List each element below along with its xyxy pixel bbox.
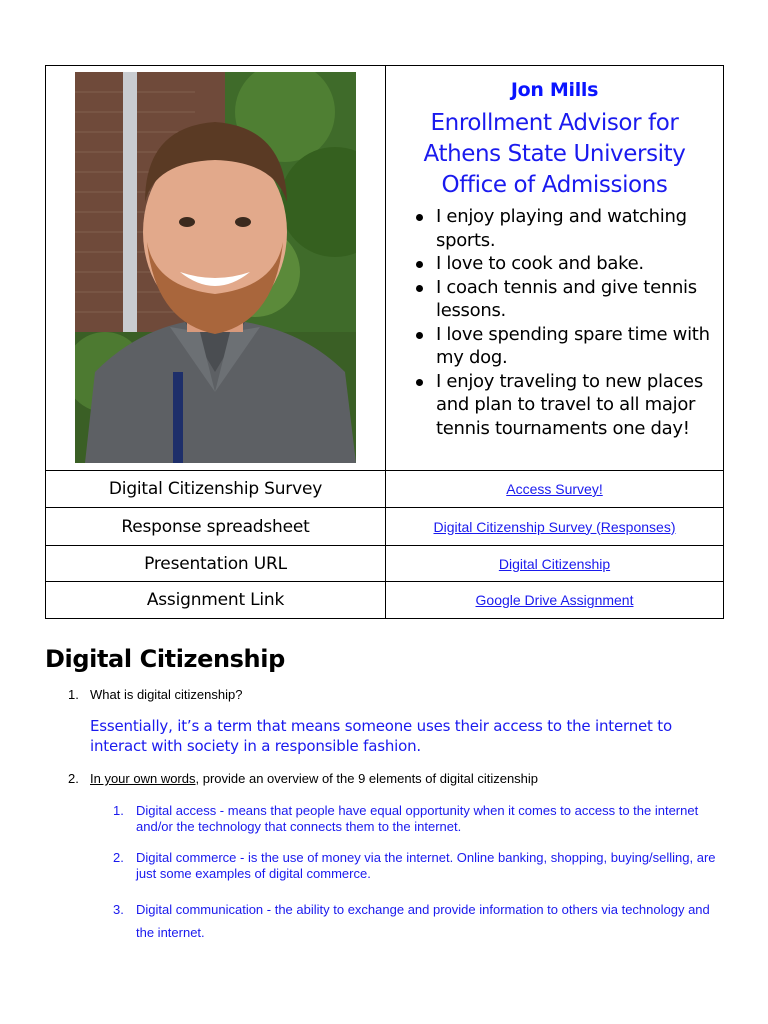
row-label: Response spreadsheet <box>46 508 386 546</box>
row-label: Digital Citizenship Survey <box>46 471 386 508</box>
bio-cell <box>386 66 724 471</box>
section-title: Digital Citizenship <box>45 645 285 673</box>
assignment-link[interactable]: Google Drive Assignment <box>386 582 724 619</box>
survey-link[interactable]: Access Survey! <box>386 471 724 508</box>
responses-link[interactable]: Digital Citizenship Survey (Responses) <box>386 508 724 546</box>
element-item: 2. Digital commerce - is the use of money via the internet. Online banking, shopping, buying/selling, are just some examples of digital commerce. <box>113 850 716 881</box>
profile-table <box>45 65 724 619</box>
table-row <box>46 508 724 546</box>
list-item: I love spending spare time with my dog. <box>436 323 717 370</box>
presentation-link[interactable]: Digital Citizenship <box>386 546 724 582</box>
table-row <box>46 471 724 508</box>
profile-photo <box>75 72 356 463</box>
profile-role: Enrollment Advisor for Athens State University Office of Admissions <box>423 110 686 198</box>
list-item: I love to cook and bake. <box>436 252 717 276</box>
photo-cell <box>46 66 386 471</box>
row-label: Presentation URL <box>46 546 386 582</box>
element-item: 3. Digital communication - the ability to exchange and provide information to others via technology and the internet. <box>113 902 710 940</box>
question-2: 2. In your own words, provide an overview of the 9 elements of digital citizenship <box>68 771 539 786</box>
profile-name: Jon Mills <box>510 79 599 101</box>
question-1: 1. What is digital citizenship? <box>68 687 243 702</box>
element-item: 1. Digital access - means that people have equal opportunity when it comes to access to the internet and/or the technology that connects them to the internet. <box>113 803 699 834</box>
list-item: I enjoy playing and watching sports. <box>436 205 717 252</box>
answer-1: Essentially, it’s a term that means someone uses their access to the internet to interact with society in a responsible fashion. <box>90 717 672 755</box>
list-item: I coach tennis and give tennis lessons. <box>436 276 717 323</box>
row-label: Assignment Link <box>46 582 386 619</box>
table-row <box>46 546 724 582</box>
list-item: I enjoy traveling to new places and plan to travel to all major tennis tournaments one day! <box>436 370 717 441</box>
bio-bullets <box>386 205 723 448</box>
table-row <box>46 582 724 619</box>
